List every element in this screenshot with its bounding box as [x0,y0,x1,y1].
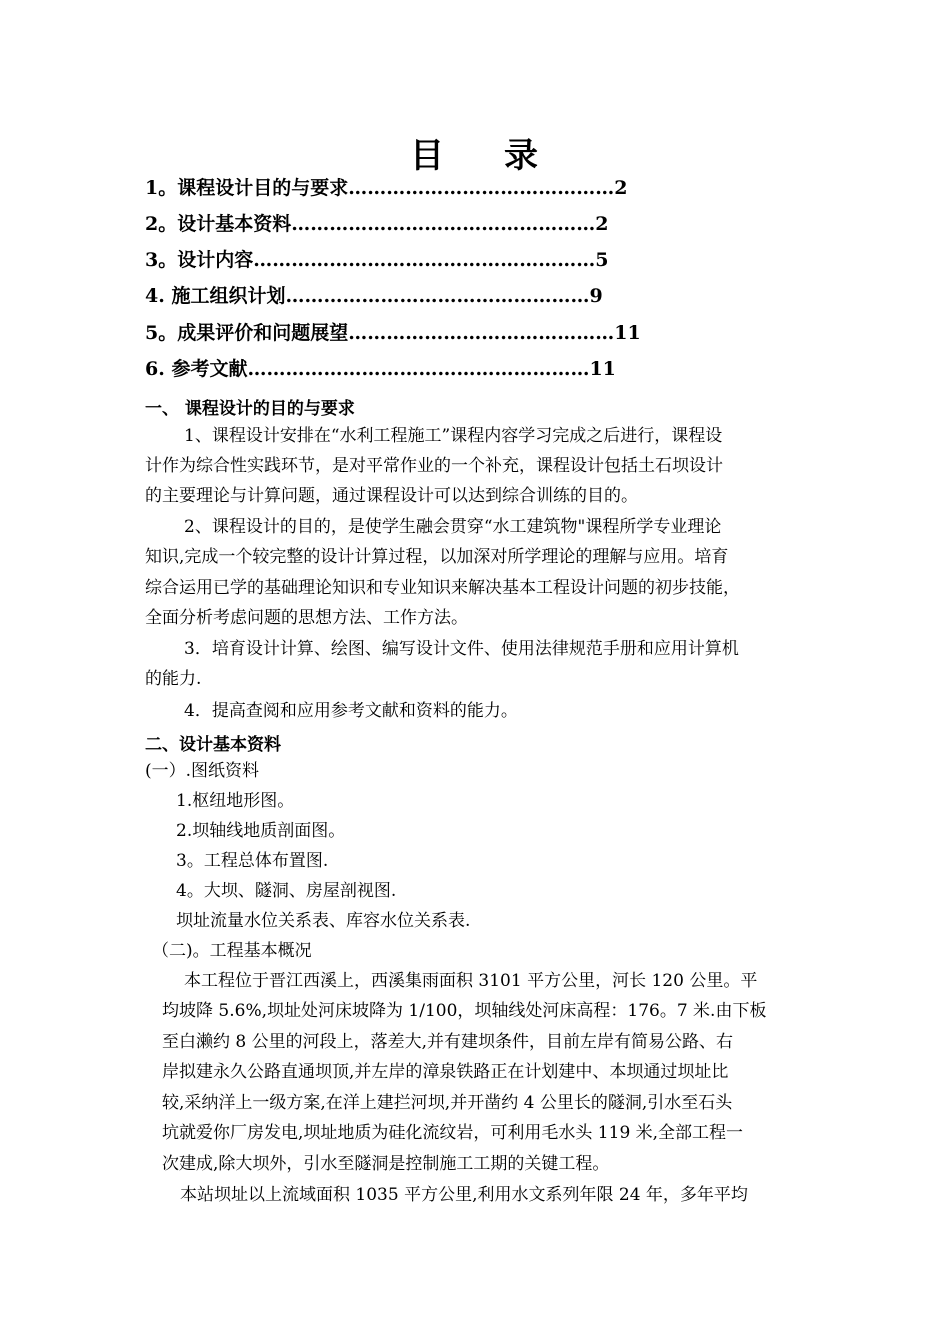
paragraph-5-line-6: 坑就爱你厂房发电,坝址地质为硅化流纹岩，可利用毛水头 119 米,全部工程一 [162,1123,744,1143]
paragraph-2-line-4: 全面分析考虑问题的思想方法、工作方法。 [145,608,468,628]
paragraph-3-line-1: 3．培育设计计算、绘图、编写设计文件、使用法律规范手册和应用计算机 [184,639,739,659]
toc-entry-6: 6. 参考文献………………………………………………11 [145,358,616,380]
toc-entry-2: 2。设计基本资料…………………………………………2 [145,213,609,235]
paragraph-2-line-3: 综合运用已学的基础理论知识和专业知识来解决基本工程设计问题的初步技能， [145,578,740,598]
subsection-overview: （二)。工程基本概况 [152,941,312,961]
toc-entry-3: 3。设计内容………………………………………………5 [145,249,609,271]
title-char-1: 目 [410,136,446,176]
toc-entry-5: 5。成果评价和问题展望……………………………………11 [145,322,641,344]
title-char-2: 录 [504,136,540,176]
toc-entry-4: 4. 施工组织计划…………………………………………9 [145,285,603,307]
toc-entry-1: 1。课程设计目的与要求……………………………………2 [145,177,628,199]
paragraph-5-line-3: 至白濑约 8 公里的河段上，落差大,并有建坝条件，目前左岸有简易公路、右 [162,1032,734,1052]
drawing-item-5: 坝址流量水位关系表、库容水位关系表. [176,911,471,931]
paragraph-5-line-1: 本工程位于晋江西溪上，西溪集雨面积 3101 平方公里，河长 120 公里。平 [184,971,758,991]
paragraph-6-line-1: 本站坝址以上流域面积 1035 平方公里,利用水文系列年限 24 年，多年平均 [180,1185,748,1205]
paragraph-1-line-3: 的主要理论与计算问题，通过课程设计可以达到综合训练的目的。 [145,486,638,506]
drawing-item-3: 3。工程总体布置图. [176,851,329,871]
drawing-item-2: 2.坝轴线地质剖面图。 [176,821,346,841]
section-1-heading: 一、 课程设计的目的与要求 [145,399,355,419]
subsection-drawings: (一）.图纸资料 [145,761,260,781]
paragraph-5-line-7: 次建成,除大坝外，引水至隧洞是控制施工工期的关键工程。 [162,1154,610,1174]
section-2-heading: 二、设计基本资料 [145,735,281,755]
drawing-item-1: 1.枢纽地形图。 [176,791,295,811]
drawing-item-4: 4。大坝、隧洞、房屋剖视图. [176,881,397,901]
paragraph-5-line-2: 均坡降 5.6%,坝址处河床坡降为 1/100，坝轴线处河床高程：176。7 米.由下板 [162,1001,767,1021]
paragraph-3-line-2: 的能力. [145,669,202,689]
paragraph-5-line-5: 较,采纳洋上一级方案,在洋上建拦河坝,并开凿约 4 公里长的隧洞,引水至石头 [162,1093,733,1113]
paragraph-2-line-1: 2、课程设计的目的，是使学生融会贯穿“水工建筑物"课程所学专业理论 [184,517,722,537]
paragraph-1-line-2: 计作为综合性实践环节，是对平常作业的一个补充，课程设计包括土石坝设计 [145,456,723,476]
page-title [0,128,950,177]
paragraph-1-line-1: 1、课程设计安排在“水利工程施工”课程内容学习完成之后进行，课程设 [184,426,723,446]
paragraph-4: 4．提高查阅和应用参考文献和资料的能力。 [184,701,518,721]
paragraph-5-line-4: 岸拟建永久公路直通坝顶,并左岸的漳泉铁路正在计划建中、本坝通过坝址比 [162,1062,729,1082]
paragraph-2-line-2: 知识,完成一个较完整的设计计算过程，以加深对所学理论的理解与应用。培育 [145,547,729,567]
